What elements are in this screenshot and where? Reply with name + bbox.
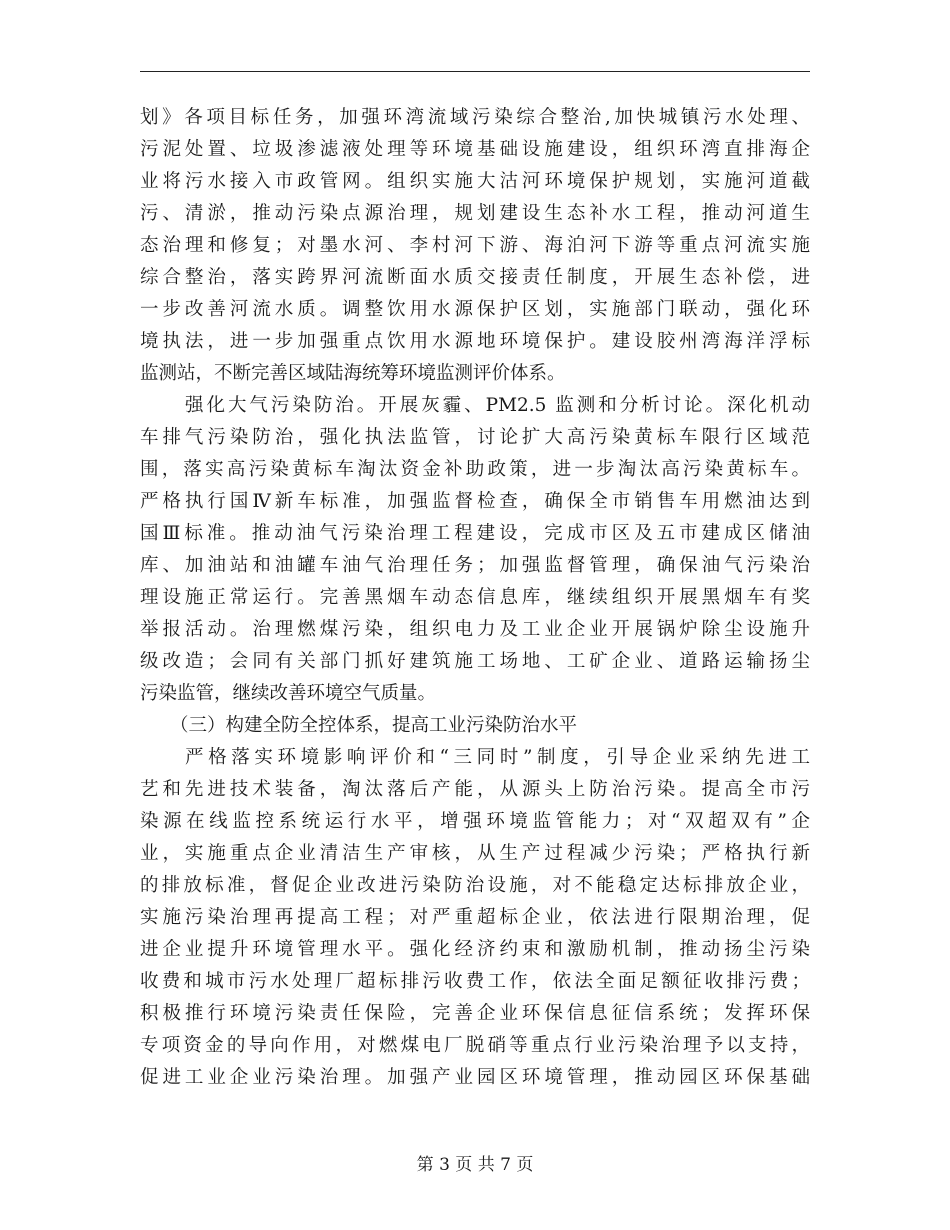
text-line: 综合整治，落实跨界河流断面水质交接责任制度，开展生态补偿，进 bbox=[140, 267, 810, 288]
text-line: 艺和先进技术装备，淘汰落后产能，从源头上防治污染。提高全市污 bbox=[140, 779, 810, 800]
body-text bbox=[140, 102, 810, 1094]
text-line: 实施污染治理再提高工程；对严重超标企业，依法进行限期治理，促 bbox=[140, 907, 810, 928]
text-line: 划》各项目标任务，加强环湾流域污染综合整治,加快城镇污水处理、 bbox=[140, 107, 810, 128]
text-line: 围，落实高污染黄标车淘汰资金补助政策，进一步淘汰高污染黄标车。 bbox=[140, 459, 810, 480]
header-rule bbox=[140, 71, 810, 72]
text-line: 态治理和修复；对墨水河、李村河下游、海泊河下游等重点河流实施 bbox=[140, 235, 810, 256]
page-number: 第 3 页 共 7 页 bbox=[416, 1155, 534, 1175]
text-line: 理设施正常运行。完善黑烟车动态信息库，继续组织开展黑烟车有奖 bbox=[140, 587, 810, 608]
text-line: 进企业提升环境管理水平。强化经济约束和激励机制，推动扬尘污染 bbox=[140, 939, 810, 960]
text-line: 污泥处置、垃圾渗滤液处理等环境基础设施建设，组织环湾直排海企 bbox=[140, 139, 810, 160]
text-line: 收费和城市污水处理厂超标排污收费工作，依法全面足额征收排污费； bbox=[140, 971, 810, 992]
text-line: 国Ⅲ标准。推动油气污染治理工程建设，完成市区及五市建成区储油 bbox=[140, 523, 810, 544]
text-line: 促进工业企业污染治理。加强产业园区环境管理，推动园区环保基础 bbox=[140, 1067, 810, 1088]
text-line: 染源在线监控系统运行水平，增强环境监管能力；对“双超双有”企 bbox=[140, 811, 810, 832]
paragraph-start-line: 严格落实环境影响评价和“三同时”制度，引导企业采纳先进工 bbox=[185, 747, 810, 768]
text-line: 境执法，进一步加强重点饮用水源地环境保护。建设胶州湾海洋浮标 bbox=[140, 331, 810, 352]
text-line: 业，实施重点企业清洁生产审核，从生产过程减少污染；严格执行新 bbox=[140, 843, 810, 864]
text-line: 车排气污染防治，强化执法监管，讨论扩大高污染黄标车限行区域范 bbox=[140, 427, 810, 448]
text-line: 污染监管，继续改善环境空气质量。 bbox=[140, 683, 437, 704]
section-heading: （三）构建全防全控体系，提高工业污染防治水平 bbox=[170, 715, 578, 736]
text-line: 的排放标准，督促企业改进污染防治设施，对不能稳定达标排放企业， bbox=[140, 875, 810, 896]
text-line: 监测站，不断完善区域陆海统筹环境监测评价体系。 bbox=[140, 363, 566, 384]
text-line: 专项资金的导向作用，对燃煤电厂脱硝等重点行业污染治理予以支持， bbox=[140, 1035, 810, 1056]
text-line: 库、加油站和油罐车油气治理任务；加强监督管理，确保油气污染治 bbox=[140, 555, 810, 576]
text-line: 一步改善河流水质。调整饮用水源保护区划，实施部门联动，强化环 bbox=[140, 299, 810, 320]
paragraph-start-line: 强化大气污染防治。开展灰霾、PM2.5 监测和分析讨论。深化机动 bbox=[185, 395, 810, 416]
text-line: 业将污水接入市政管网。组织实施大沽河环境保护规划，实施河道截 bbox=[140, 171, 810, 192]
text-line: 严格执行国Ⅳ新车标准，加强监督检查，确保全市销售车用燃油达到 bbox=[140, 491, 810, 512]
text-line: 举报活动。治理燃煤污染，组织电力及工业企业开展锅炉除尘设施升 bbox=[140, 619, 810, 640]
text-line: 积极推行环境污染责任保险，完善企业环保信息征信系统；发挥环保 bbox=[140, 1003, 810, 1024]
text-line: 级改造；会同有关部门抓好建筑施工场地、工矿企业、道路运输扬尘 bbox=[140, 651, 810, 672]
text-line: 污、清淤，推动污染点源治理，规划建设生态补水工程，推动河道生 bbox=[140, 203, 810, 224]
